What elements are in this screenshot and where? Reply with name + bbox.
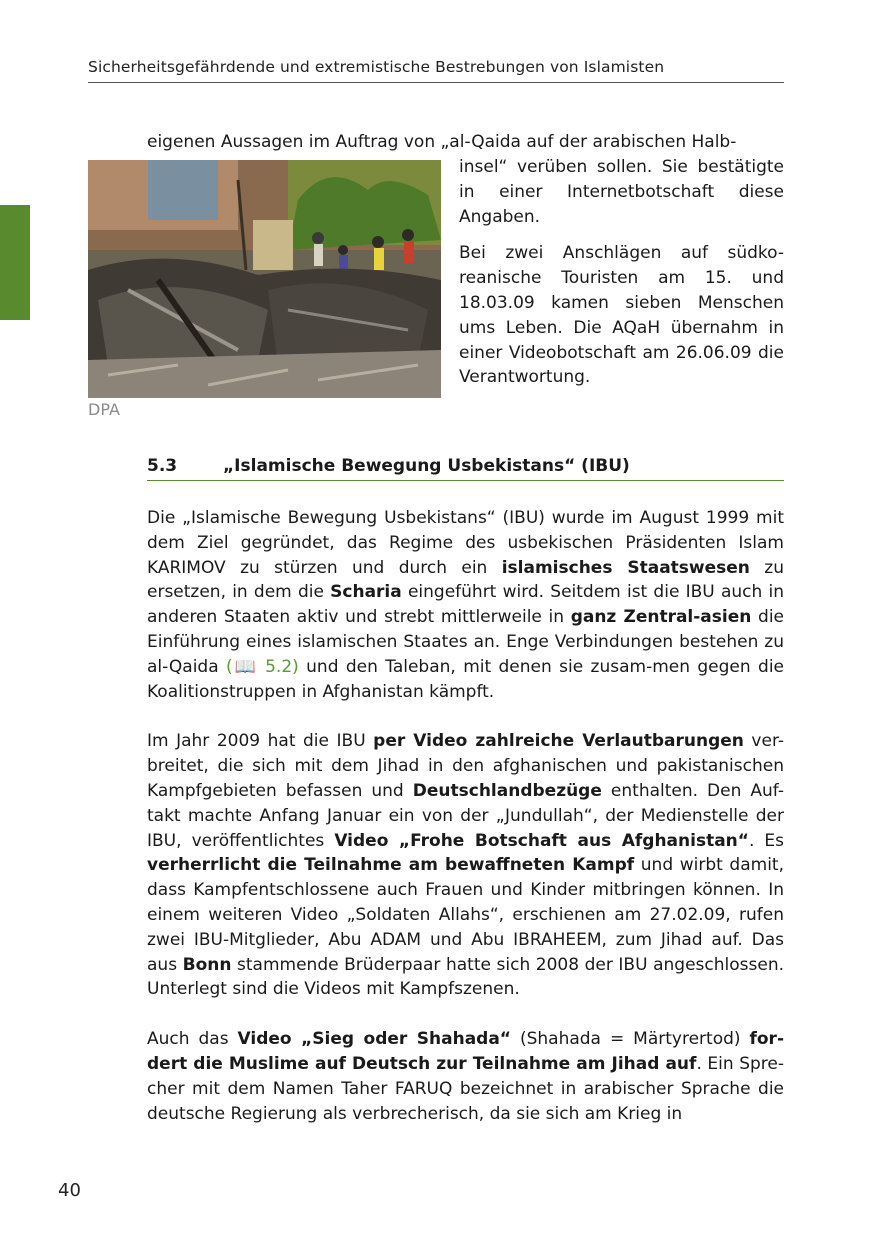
paragraph-3 [147, 1027, 784, 1126]
text-span: stammende Brüderpaar hatte sich 2008 der IBU angeschlossen. Unterlegt sind die Videos mit Kampfszenen. [147, 954, 785, 1000]
chapter-tab-marker [0, 205, 30, 320]
section-number: 5.3 [147, 456, 178, 476]
bold-term: verherrlicht die Teilnahme am bewaffneten Kampf [147, 855, 635, 876]
section-divider [147, 480, 784, 481]
section-body [147, 506, 784, 1151]
text-span: und wirbt damit, dass Kampfentschlossene auch Frauen und Kinder mitbringen können. In einem weiteren Video „Soldaten Allahs“, erschienen am 27.02.09, rufen zwei IBU-Mitglieder, Abu ADAM und Abu IBRAHEEM, zum Jihad auf. Das aus [147, 855, 784, 975]
paragraph-1 [147, 506, 784, 704]
paragraph-2 [147, 729, 784, 1002]
bold-term: per Video zahlreiche Verlautbarungen [373, 731, 744, 752]
bold-term: for-dert die Muslime auf Deutsch zur Teilnahme am Jihad auf [147, 1029, 784, 1074]
header-divider [88, 82, 784, 83]
section-title: „Islamische Bewegung Usbekistans“ (IBU) [223, 456, 630, 476]
bold-term: Deutschlandbezüge [412, 780, 602, 801]
news-photo [88, 160, 441, 398]
bold-term: Bonn [182, 954, 232, 975]
text-span: Auch das [147, 1029, 238, 1050]
text-span: eingeführt wird. Seitdem ist die IBU auch in anderen Staaten aktiv und strebt mittlerweile in [147, 582, 784, 628]
bold-term: ganz Zentral-asien [570, 607, 752, 628]
text-span: zu ersetzen, in dem die [147, 557, 784, 603]
intro-text-line: eigenen Aussagen im Auftrag von „al-Qaida auf der arabischen Halb- [147, 132, 737, 152]
photo-credit: DPA [88, 400, 120, 419]
photo-illustration [88, 160, 441, 398]
right-text-column [459, 155, 784, 402]
text-span: die Einführung eines islamischen Staates an. Enge Verbindungen bestehen zu al-Qaida [147, 607, 784, 677]
section-heading [147, 456, 784, 476]
cross-reference-link[interactable]: (📖 5.2) [226, 656, 299, 677]
bold-term: Scharia [330, 582, 402, 603]
text-span: . Es [748, 830, 785, 851]
text-span: (Shahada = Märtyrertod) [510, 1029, 750, 1050]
bold-term: Video „Sieg oder Shahada“ [237, 1029, 511, 1050]
bold-term: Video „Frohe Botschaft aus Afghanistan“ [334, 830, 749, 851]
text-span: Die „Islamische Bewegung Usbekistans“ (IBU) wurde im August 1999 mit dem Ziel gegründet, das Regime des usbekischen Präsidenten Islam KARIMOV zu stürzen und durch ein [147, 508, 784, 578]
text-span: und den Taleban, mit denen sie zusam-men gegen die Koalitionstruppen in Afghanistan kämpft. [147, 656, 784, 702]
bold-term: islamisches Staatswesen [501, 557, 750, 578]
text-span: ver-breitet, die sich mit dem Jihad in den afghanischen und pakistanischen Kampfgebieten befassen und [147, 731, 784, 801]
text-span: enthalten. Den Auf-takt machte Anfang Januar ein von der „Jundullah“, der Medienstelle der IBU, veröffentlichtes [147, 780, 784, 851]
running-header: Sicherheitsgefährdende und extremistische Bestrebungen von Islamisten [88, 58, 665, 76]
text-span: . Ein Spre-cher mit dem Namen Taher FARUQ bezeichnet in arabischer Sprache die deutsche Regierung als verbrecherisch, da sie sich am Krieg in [147, 1053, 784, 1124]
right-paragraph-1: insel“ verüben sollen. Sie bestätigte in einer Internetbotschaft diese Angaben. [459, 157, 784, 227]
right-paragraph-2: Bei zwei Anschlägen auf südko-reanische Touristen am 15. und 18.03.09 kamen sieben Menschen ums Leben. Die AQaH übernahm in einer Videobotschaft am 26.06.09 die Verantwortung. [459, 243, 784, 388]
text-span: Im Jahr 2009 hat die IBU [147, 731, 374, 752]
page-number: 40 [58, 1180, 81, 1201]
